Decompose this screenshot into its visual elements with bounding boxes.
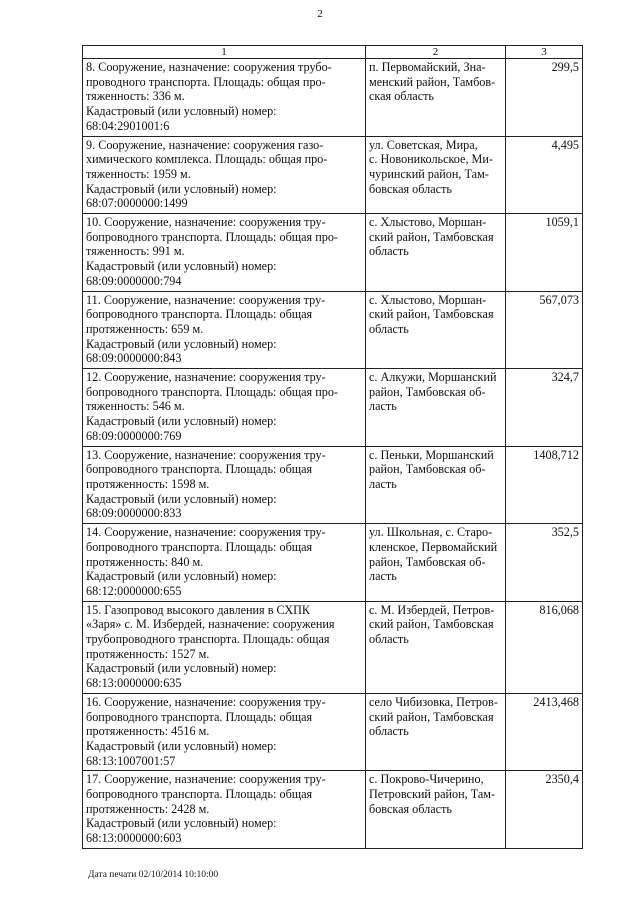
- object-location: с. Алкужи, Моршанский район, Тамбовская об- ласть: [366, 369, 506, 447]
- object-description: 9. Сооружение, назначение: сооружения газо- химического комплекса. Площадь: общая про- тяженность: 1959 м. Кадастровый (или условный) номер: 68:07:0000000:1499: [83, 136, 366, 214]
- table-row: [83, 446, 583, 524]
- registry-rows: [83, 59, 583, 849]
- table-row: [83, 524, 583, 602]
- column-header-location: 2: [366, 46, 506, 59]
- object-value: 324,7: [506, 369, 583, 447]
- object-location: с. М. Избердей, Петров- ский район, Тамбовская область: [366, 601, 506, 693]
- object-description: 8. Сооружение, назначение: сооружения трубо- проводного транспорта. Площадь: общая про- тяженность: 336 м. Кадастровый (или условный) номер: 68:04:2901001:6: [83, 59, 366, 137]
- object-value: 352,5: [506, 524, 583, 602]
- object-description: 12. Сооружение, назначение: сооружения тру- бопроводного транспорта. Площадь: общая про- тяженность: 546 м. Кадастровый (или условный) номер: 68:09:0000000:769: [83, 369, 366, 447]
- object-value: 816,068: [506, 601, 583, 693]
- object-location: ул. Школьная, с. Старо- кленское, Первомайский район, Тамбовская об- ласть: [366, 524, 506, 602]
- table-row: [83, 601, 583, 693]
- header-row: [83, 46, 583, 59]
- table-row: [83, 291, 583, 369]
- object-value: 1059,1: [506, 214, 583, 292]
- table-row: [83, 59, 583, 137]
- table-row: [83, 136, 583, 214]
- table-row: [83, 369, 583, 447]
- object-location: с. Пеньки, Моршанский район, Тамбовская об- ласть: [366, 446, 506, 524]
- column-header-description: 1: [83, 46, 366, 59]
- object-value: 1408,712: [506, 446, 583, 524]
- table-row: [83, 771, 583, 849]
- property-registry-table: [82, 45, 583, 849]
- table-row: [83, 214, 583, 292]
- object-description: 11. Сооружение, назначение: сооружения тру- бопроводного транспорта. Площадь: общая протяженность: 659 м. Кадастровый (или условный) номер: 68:09:0000000:843: [83, 291, 366, 369]
- object-description: 14. Сооружение, назначение: сооружения тру- бопроводного транспорта. Площадь: общая протяженность: 840 м. Кадастровый (или условный) номер: 68:12:0000000:655: [83, 524, 366, 602]
- object-value: 4,495: [506, 136, 583, 214]
- object-location: с. Покрово-Чичерино, Петровский район, Там- бовская область: [366, 771, 506, 849]
- object-description: 13. Сооружение, назначение: сооружения тру- бопроводного транспорта. Площадь: общая протяженность: 1598 м. Кадастровый (или условный) номер: 68:09:0000000:833: [83, 446, 366, 524]
- object-value: 2350,4: [506, 771, 583, 849]
- object-location: с. Хлыстово, Моршан- ский район, Тамбовская область: [366, 214, 506, 292]
- object-value: 567,073: [506, 291, 583, 369]
- column-header-value: 3: [506, 46, 583, 59]
- page-number: 2: [317, 8, 323, 20]
- print-date: Дата печати 02/10/2014 10:10:00: [88, 870, 219, 880]
- object-location: село Чибизовка, Петров- ский район, Тамбовская область: [366, 693, 506, 771]
- table-row: [83, 693, 583, 771]
- object-location: ул. Советская, Мира, с. Новоникольское, Ми- чуринский район, Там- бовская область: [366, 136, 506, 214]
- object-description: 16. Сооружение, назначение: сооружения тру- бопроводного транспорта. Площадь: общая протяженность: 4516 м. Кадастровый (или условный) номер: 68:13:1007001:57: [83, 693, 366, 771]
- object-value: 299,5: [506, 59, 583, 137]
- object-description: 15. Газопровод высокого давления в СХПК «Заря» с. М. Избердей, назначение: сооружения трубопроводного транспорта. Площадь: общая протяженность: 1527 м. Кадастровый (или условный) номер: 68:13:0000000:635: [83, 601, 366, 693]
- object-description: 10. Сооружение, назначение: сооружения тру- бопроводного транспорта. Площадь: общая про- тяженность: 991 м. Кадастровый (или условный) номер: 68:09:0000000:794: [83, 214, 366, 292]
- object-value: 2413,468: [506, 693, 583, 771]
- object-location: с. Хлыстово, Моршан- ский район, Тамбовская область: [366, 291, 506, 369]
- object-description: 17. Сооружение, назначение: сооружения тру- бопроводного транспорта. Площадь: общая протяженность: 2428 м. Кадастровый (или условный) номер: 68:13:0000000:603: [83, 771, 366, 849]
- object-location: п. Первомайский, Зна- менский район, Тамбов- ская область: [366, 59, 506, 137]
